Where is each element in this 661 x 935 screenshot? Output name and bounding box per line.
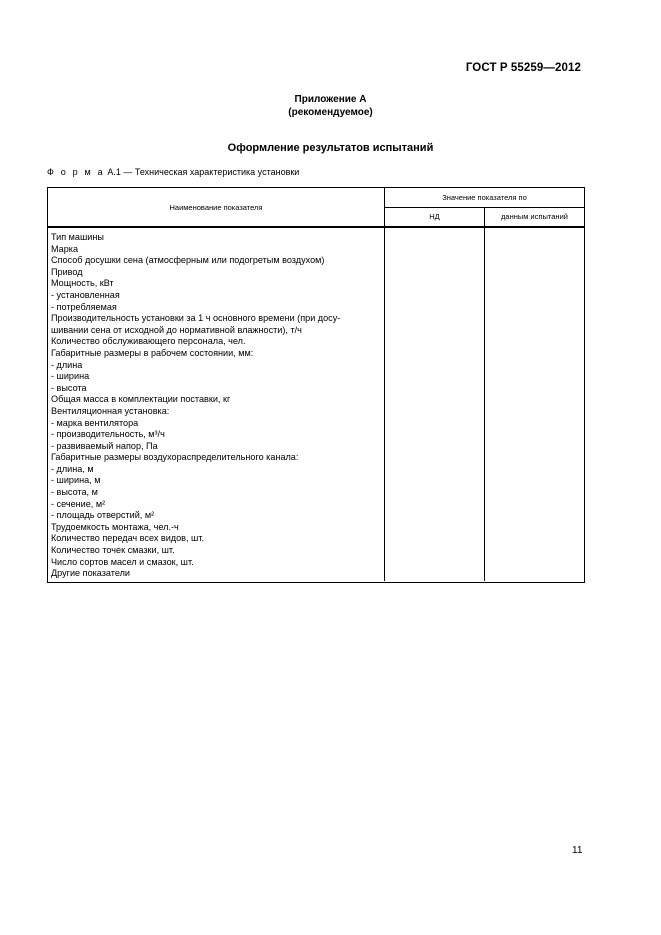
table-row: Общая масса в комплектации поставки, кг	[51, 394, 231, 405]
appendix-subtitle: (рекомендуемое)	[288, 107, 373, 118]
table-row: Тип машины	[51, 232, 104, 242]
col-header-test: данным испытаний	[501, 212, 568, 221]
table-row: Количество передач всех видов, шт.	[51, 533, 205, 544]
table-divider-h1	[384, 207, 584, 208]
section-title: Оформление результатов испытаний	[227, 142, 434, 154]
characteristics-table	[47, 187, 585, 583]
col-header-value-group: Значение показателя по	[442, 193, 527, 202]
table-row: Марка	[51, 243, 79, 254]
table-row: Количество точек смазки, шт.	[51, 545, 175, 556]
table-row: - потребляемая	[51, 301, 117, 312]
table-row: Вентиляционная установка:	[51, 405, 170, 416]
table-row: - сечение, м²	[51, 498, 106, 509]
col-header-name: Наименование показателя	[169, 203, 263, 212]
table-row: Габаритные размеры в рабочем состоянии, мм:	[51, 347, 254, 358]
table-row: - ширина, м	[51, 475, 101, 486]
table-row: - производительность, м³/ч	[51, 429, 165, 440]
document-code: ГОСТ Р 55259—2012	[465, 62, 581, 74]
col-header-nd: НД	[429, 212, 440, 221]
table-header-bottom	[48, 226, 584, 228]
table-row: Трудоемкость монтажа, чел.-ч	[51, 521, 179, 532]
table-row: - развиваемый напор, Па	[51, 440, 158, 451]
table-row: шивании сена от исходной до нормативной влажности), т/ч	[51, 324, 302, 335]
table-divider-v2	[484, 207, 485, 581]
table-row: Число сортов масел и смазок, шт.	[51, 556, 194, 567]
appendix-title: Приложение А	[294, 94, 367, 105]
table-row: - ширина	[51, 371, 90, 382]
form-caption-text: А.1 — Техническая характеристика установки	[104, 167, 300, 177]
table-row: Привод	[51, 266, 83, 277]
table-row: Мощность, кВт	[51, 278, 114, 289]
table-row: - высота	[51, 382, 87, 393]
page-number: 11	[572, 845, 583, 856]
table-row: - установленная	[51, 289, 120, 300]
appendix-heading	[0, 93, 661, 119]
table-row: - марка вентилятора	[51, 417, 139, 428]
table-row: - длина	[51, 359, 83, 370]
table-row: Производительность установки за 1 ч основного времени (при досу-	[51, 313, 341, 324]
table-row: Другие показатели	[51, 568, 130, 579]
table-row: - высота, м	[51, 487, 98, 498]
table-row: Количество обслуживающего персонала, чел.	[51, 336, 246, 347]
form-prefix: Ф о р м а	[47, 167, 105, 177]
table-row: - площадь отверстий, м²	[51, 510, 155, 521]
table-row: Способ досушки сена (атмосферным или подогретым воздухом)	[51, 255, 325, 266]
table-row: Габаритные размеры воздухораспределительного канала:	[51, 452, 299, 463]
table-divider-v1	[384, 188, 385, 581]
table-row: - длина, м	[51, 463, 94, 474]
table-rows	[51, 232, 340, 580]
form-caption	[47, 167, 299, 177]
